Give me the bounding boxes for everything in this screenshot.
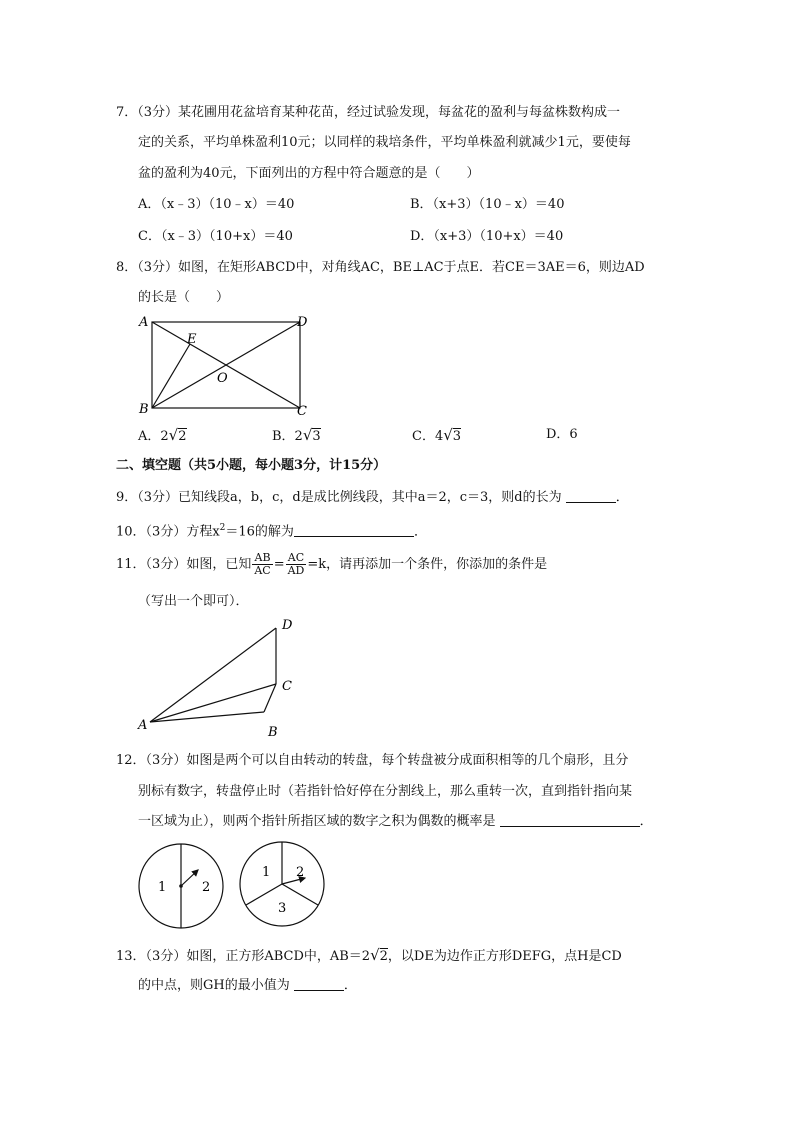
q7-option-a: A．（x﹣3）（10﹣x）＝40 [138,197,295,212]
q12-end: ． [639,814,653,829]
section-title: 二、填空题（共5小题，每小题3分，计15分） [116,458,387,473]
q7-line2: 定的关系，平均单株盈利10元；以同样的栽培条件，平均单株盈利就减少1元，要使每 [138,135,631,150]
segment-cb [264,684,276,712]
q8-option-a-radicand: 2 [178,429,187,444]
q8-option-b-radicand: 3 [312,429,321,444]
q8-option-c [412,425,461,447]
q8-option-c-label: C．4 [412,429,444,444]
q8-option-b [272,425,321,447]
spinner-2-divider-2 [246,884,282,905]
q10-end: ． [413,524,427,540]
q9-text: 9．（3分）已知线段a，b，c，d是成比例线段，其中a＝2，c＝3，则d的长为 [116,490,562,505]
spinner-1-sector-2: 2 [202,880,211,895]
q13-end: ． [343,978,357,993]
label-b: B [139,402,149,417]
sqrt-icon: √ [168,426,179,444]
q13-line2 [138,976,357,996]
q11-triangle-figure [130,612,310,742]
label-b: B [268,725,278,740]
q12-answer-blank[interactable] [500,812,640,827]
label-d: D [297,315,308,330]
label-a: A [139,315,149,330]
q13-line2-text: 的中点，则GH的最小值为 [138,978,290,993]
q11-fraction-ab-ac [252,552,272,577]
q10 [116,518,427,542]
q8-option-a-label: A．2 [138,429,169,444]
q8-option-d: D．6 [546,427,578,442]
q9 [116,488,629,508]
segment-be [152,344,190,408]
q11-equals: = [273,557,285,572]
q9-end: ． [615,490,629,505]
q10-exponent: 2 [219,523,226,533]
label-c: C [282,679,292,694]
q7-option-c: C．（x﹣3）（10+x）＝40 [138,229,293,244]
spinner-1-sector-1: 1 [158,880,167,895]
q10-suffix: ＝16的解为 [225,524,294,540]
q11-line2: （写出一个即可）． [138,594,249,609]
q13-line1 [116,945,622,967]
q13-line1-suffix: ，以DE为边作正方形DEFG，点H是CD [387,949,622,964]
q7-line3: 盆的盈利为40元，下面列出的方程中符合题意的是（ ） [138,166,480,181]
q13-answer-blank[interactable] [294,976,344,991]
q8-line2: 的长是（ ） [138,290,230,305]
frac-numerator: AB [252,552,272,565]
frac-denominator: AC [254,564,271,577]
label-d: D [282,618,293,633]
q8-option-a [138,425,187,447]
q13-radicand: 2 [379,949,388,964]
q12-line1: 12．（3分）如图是两个可以自由转动的转盘，每个转盘被分成面积相等的几个扇形，且分 [116,753,629,768]
q8-option-c-radicand: 3 [452,429,462,444]
q11-fraction-ac-ad [286,552,307,577]
label-e: E [187,332,197,347]
q11-line1 [116,551,547,579]
q13-line1-prefix: 13．（3分）如图，正方形ABCD中，AB＝2 [116,949,371,964]
label-c: C [297,404,307,419]
spinner-1-pivot [179,884,183,888]
spinner-2-sector-3: 3 [278,901,287,916]
q8-rectangle-figure [130,310,320,420]
q12-spinners-figure [130,836,370,936]
frac-denominator: AD [287,564,305,577]
q11-suffix: =k，请再添加一个条件，你添加的条件是 [307,557,548,572]
segment-ad [150,628,276,722]
q11-prefix: 11．（3分）如图，已知 [116,557,252,572]
sqrt-icon: √ [370,946,380,964]
q12-line2: 别标有数字，转盘停止时（若指针恰好停在分割线上，那么重转一次，直到指针指向某 [138,784,633,799]
label-a: A [138,718,148,733]
q7-option-d: D．（x+3）（10+x）＝40 [410,229,564,244]
sqrt-icon: √ [443,426,453,444]
spinner-1-pointer-icon [181,870,198,886]
q12-line3-text: 一区域为止），则两个指针所指区域的数字之积为偶数的概率是 [138,814,496,829]
q8-line1: 8．（3分）如图，在矩形ABCD中，对角线AC，BE⊥AC于点E．若CE＝3AE＝6，则边AD [116,260,645,275]
q10-prefix: 10．（3分）方程x [116,524,220,540]
q12-line3 [138,812,653,832]
q10-answer-blank[interactable] [294,522,414,537]
frac-numerator: AC [286,552,307,565]
q7-option-b: B．（x+3）（10﹣x）＝40 [410,197,565,212]
label-o: O [217,371,228,386]
spinner-2-divider-3 [282,884,318,905]
q7-line1: 7．（3分）某花圃用花盆培育某种花苗，经过试验发现，每盆花的盈利与每盆株数构成一 [116,105,621,120]
spinner-2-sector-1: 1 [262,865,271,880]
q9-answer-blank[interactable] [566,488,616,503]
spinner-2-sector-2: 2 [296,865,305,880]
q8-option-b-label: B．2 [272,429,303,444]
sqrt-icon: √ [302,426,313,444]
